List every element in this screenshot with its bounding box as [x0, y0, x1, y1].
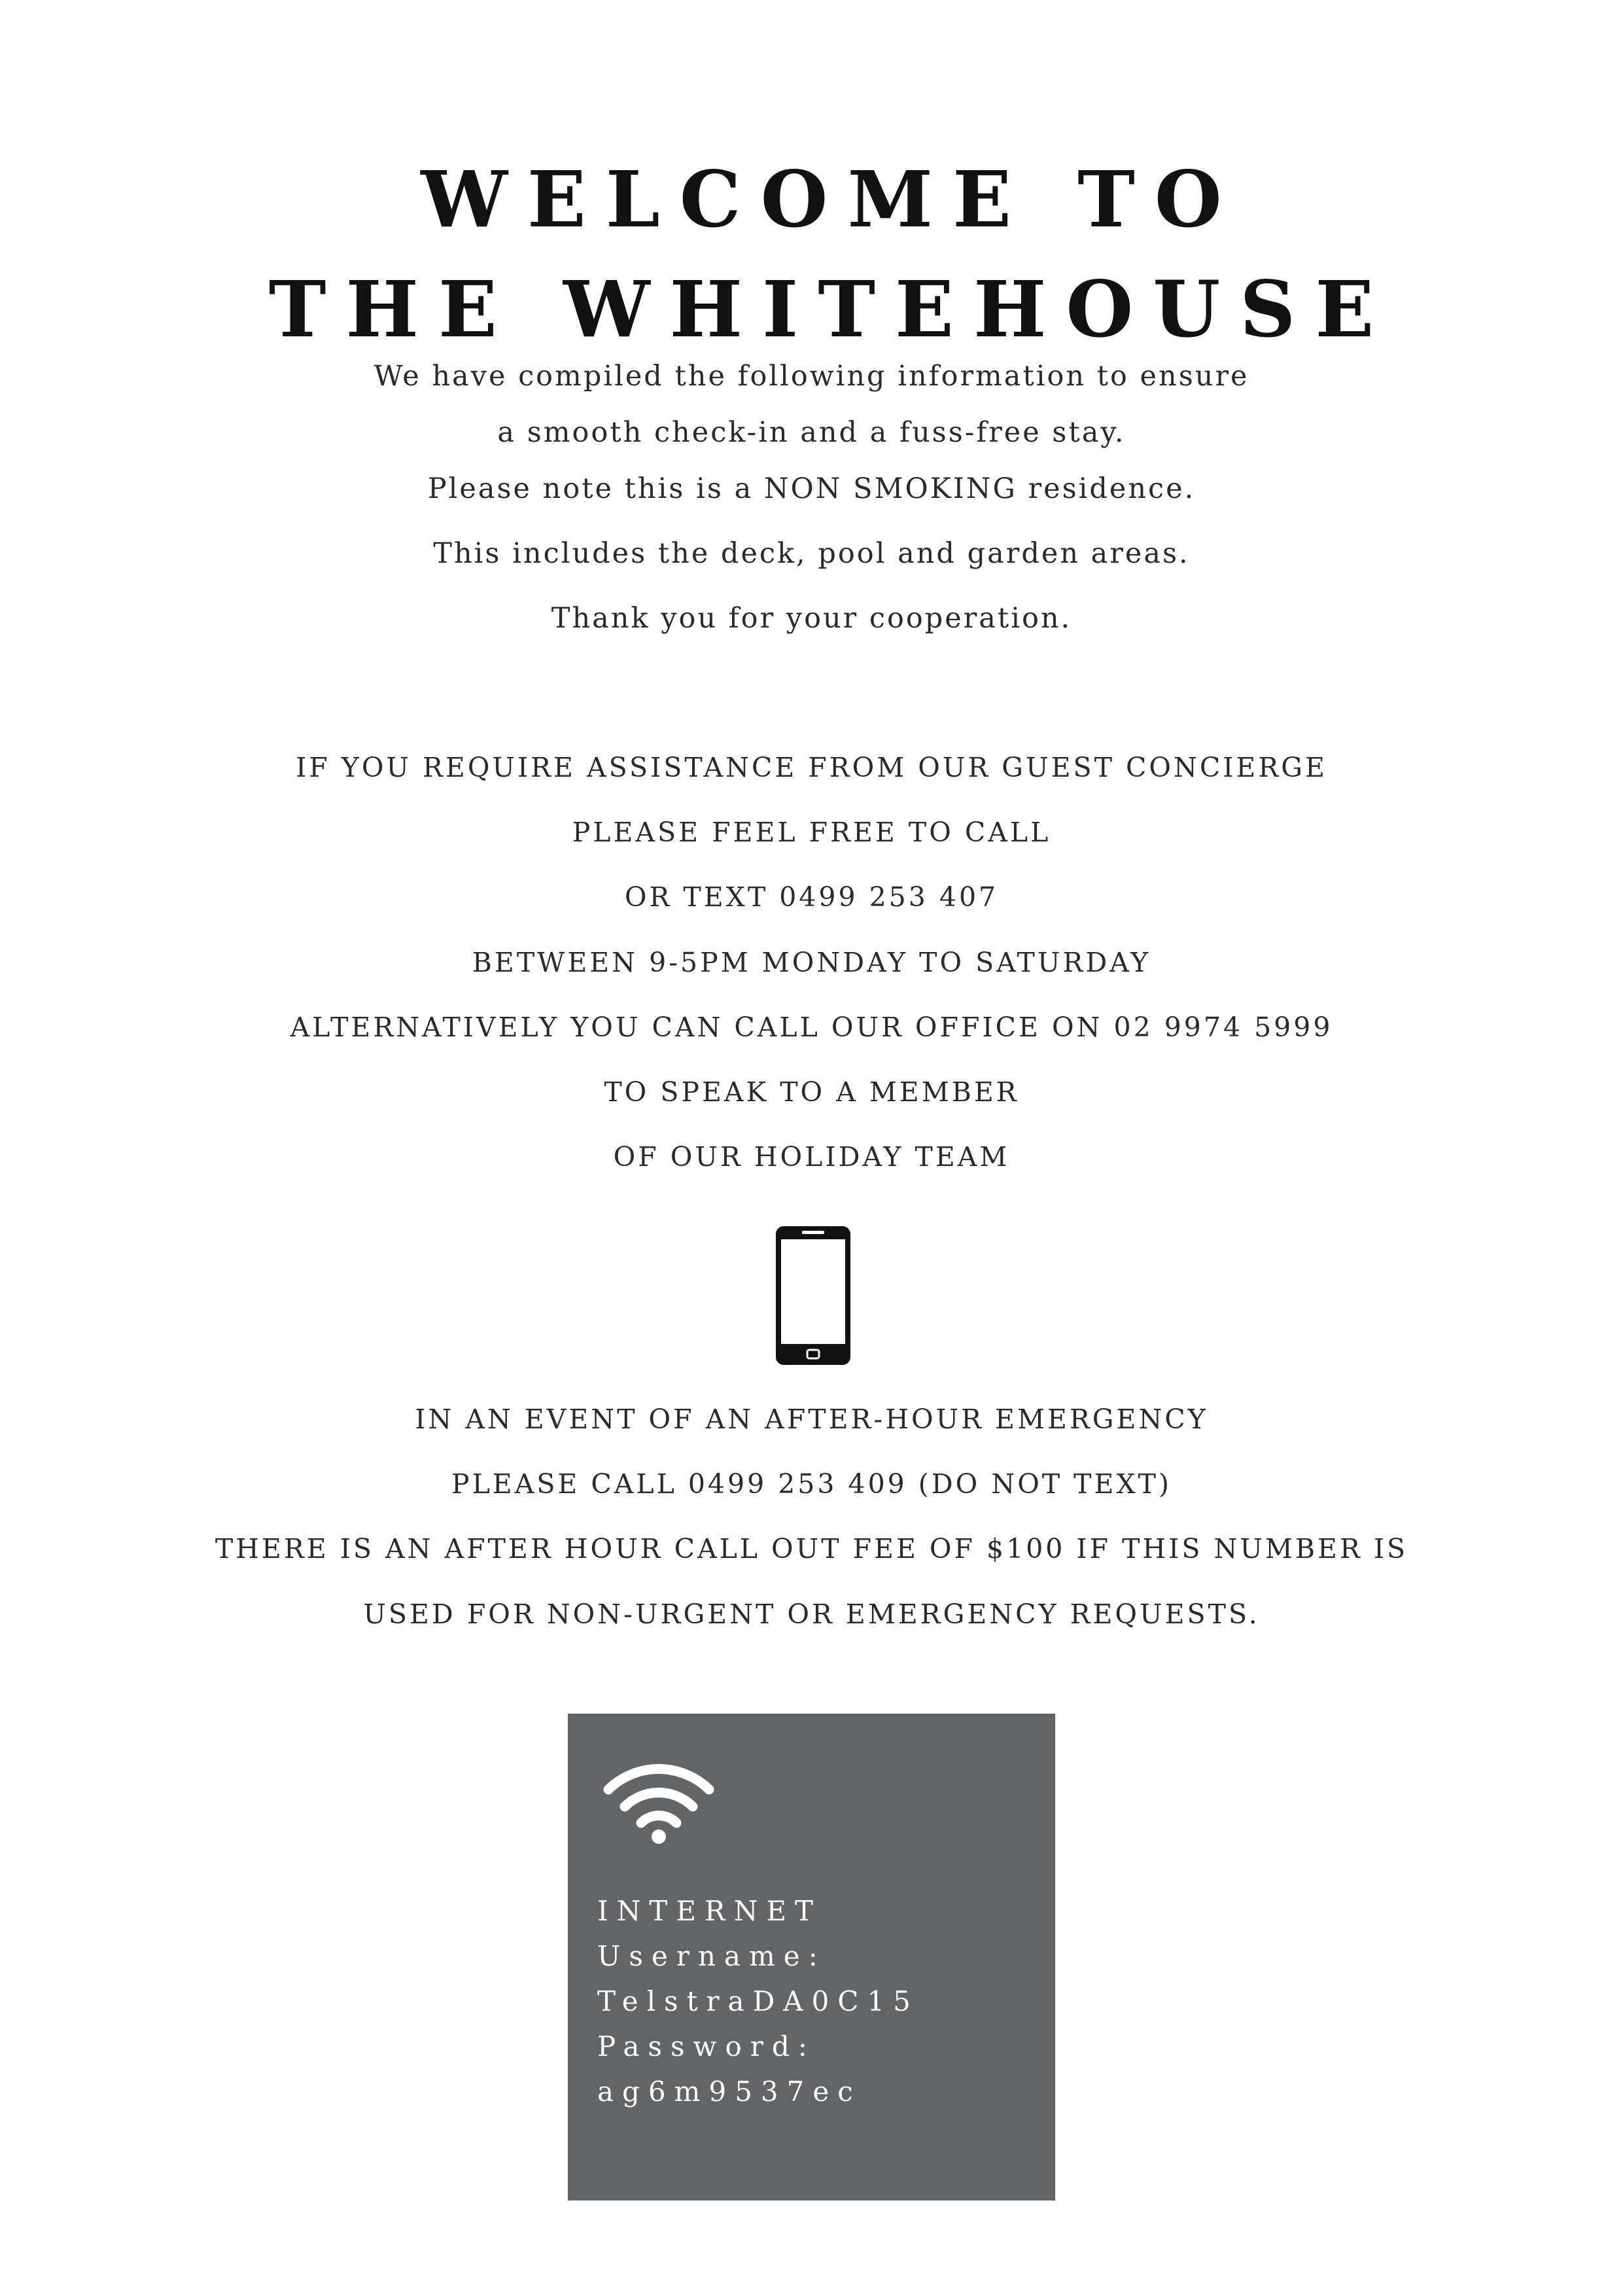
concierge-line: IF YOU REQUIRE ASSISTANCE FROM OUR GUEST CONCIERGE [296, 752, 1327, 783]
concierge-line: OF OUR HOLIDAY TEAM [613, 1141, 1010, 1173]
smartphone-icon [775, 1225, 852, 1366]
intro-line: This includes the deck, pool and garden areas. [433, 537, 1190, 570]
concierge-hours: BETWEEN 9-5PM MONDAY TO SATURDAY [472, 947, 1151, 978]
concierge-line: TO SPEAK TO A MEMBER [604, 1076, 1019, 1108]
concierge-line: PLEASE FEEL FREE TO CALL [572, 817, 1051, 848]
username-value: TelstraDA0C15 [597, 1985, 919, 2017]
office-phone: ALTERNATIVELY YOU CAN CALL OUR OFFICE ON 02 9974 5999 [290, 1012, 1333, 1043]
concierge-phone: OR TEXT 0499 253 407 [624, 881, 999, 913]
non-smoking-notice: Please note this is a NON SMOKING residence. [427, 472, 1196, 505]
emergency-phone: PLEASE CALL 0499 253 409 (DO NOT TEXT) [451, 1468, 1172, 1500]
intro-line: We have compiled the following information to ensure [374, 360, 1249, 393]
intro-line: a smooth check-in and a fuss-free stay. [497, 416, 1126, 449]
username-label: Username: [597, 1940, 826, 1972]
emergency-line: USED FOR NON-URGENT OR EMERGENCY REQUESTS. [363, 1598, 1260, 1630]
wifi-icon [603, 1756, 714, 1845]
emergency-line: IN AN EVENT OF AN AFTER-HOUR EMERGENCY [415, 1404, 1208, 1435]
password-label: Password: [597, 2030, 816, 2062]
password-value: ag6m9537ec [597, 2075, 862, 2108]
internet-heading: INTERNET [597, 1895, 822, 1927]
page-title-line-2: THE WHITEHOUSE [268, 264, 1394, 355]
page-title-line-1: WELCOME TO [421, 154, 1242, 245]
internet-info-box [568, 1714, 1055, 2200]
call-out-fee-notice: THERE IS AN AFTER HOUR CALL OUT FEE OF $100 IF THIS NUMBER IS [215, 1533, 1408, 1564]
intro-line: Thank you for your cooperation. [551, 602, 1072, 635]
